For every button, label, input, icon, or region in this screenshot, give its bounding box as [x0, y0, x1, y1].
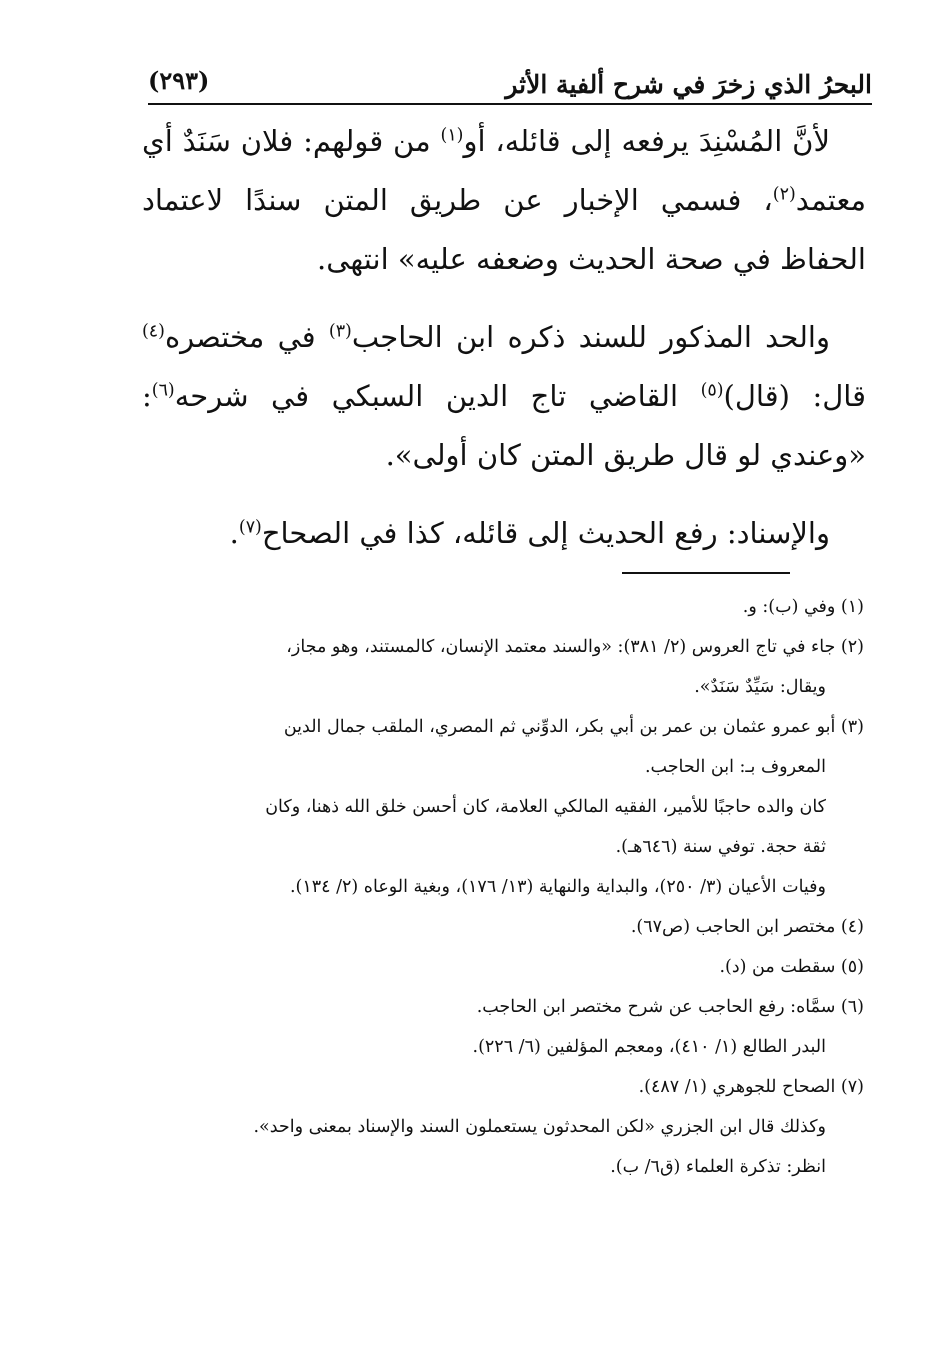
text-run: قال: (قال) — [723, 379, 866, 413]
text-run: من قولهم: فلان سَنَدٌ أي معتمد — [142, 124, 866, 217]
footnote-5: (٥) سقطت من (د). — [719, 957, 864, 977]
header-rule — [148, 103, 872, 105]
footnote-6: (٦) سمَّاه: رفع الحاجب عن شرح مختصر ابن الحاجب. — [476, 997, 864, 1017]
main-text — [142, 112, 866, 563]
paragraph-2 — [142, 308, 866, 485]
paragraph-3 — [142, 504, 866, 563]
text-run: . — [229, 516, 239, 550]
header-title: البحرُ الذي زخرَ في شرح ألفية الأثر — [505, 70, 872, 99]
paragraph-1 — [142, 112, 866, 289]
text-run: في مختصره — [164, 320, 329, 354]
footnote-ref: (٦) — [151, 380, 175, 401]
footnote-4: (٤) مختصر ابن الحاجب (ص٦٧). — [630, 917, 864, 937]
text-run: والإسناد: رفع الحديث إلى قائله، كذا في الصحاح — [261, 516, 830, 550]
footnote-3-cont: المعروف بـ: ابن الحاجب. — [644, 757, 826, 777]
footnote-3-cont: كان والده حاجبًا للأمير، الفقيه المالكي العلامة، كان أحسن خلق الله ذهنا، وكان — [265, 797, 826, 817]
footnote-7-cont: وكذلك قال ابن الجزري «لكن المحدثون يستعملون السند والإسناد بمعنى واحد». — [253, 1117, 826, 1137]
footnote-2: (٢) جاء في تاج العروس (٢/ ٣٨١): «والسند معتمد الإنسان، كالمستند، وهو مجاز، — [286, 637, 864, 657]
footnote-3: (٣) أبو عمرو عثمان بن عمر بن أبي بكر، الدوِّني ثم المصري، الملقب جمال الدين — [283, 717, 864, 737]
footnote-3-cont: وفيات الأعيان (٣/ ٢٥٠)، والبداية والنهاية (١٣/ ١٧٦)، وبغية الوعاه (٢/ ١٣٤). — [289, 877, 826, 897]
footnote-1: (١) وفي (ب): و. — [742, 597, 864, 617]
text-run: : «وعندي لو قال طريق المتن كان أولى». — [142, 379, 866, 472]
footnotes — [152, 587, 864, 1187]
text-run: ، فسمي الإخبار عن طريق المتن سندًا لاعتماد الحفاظ في صحة الحديث وضعفه عليه» انتهى. — [142, 183, 866, 276]
footnote-separator — [622, 572, 790, 574]
footnote-3-cont: ثقة حجة. توفي سنة (٦٤٦هـ). — [615, 837, 826, 857]
footnote-ref: (١) — [440, 125, 464, 146]
footnote-6-cont: البدر الطالع (١/ ٤١٠)، ومعجم المؤلفين (٦/ ٢٢٦). — [472, 1037, 826, 1057]
footnote-ref: (٧) — [238, 517, 262, 538]
footnote-7-cont: انظر: تذكرة العلماء (ق٦/ ب). — [610, 1157, 826, 1177]
footnote-7: (٧) الصحاح للجوهري (١/ ٤٨٧). — [638, 1077, 864, 1097]
footnote-ref: (٤) — [142, 321, 165, 342]
running-header — [148, 60, 872, 100]
text-run: القاضي تاج الدين السبكي في شرحه — [174, 379, 701, 413]
page-number: (٢٩٣) — [148, 66, 210, 95]
footnote-2-cont: ويقال: سَيِّدٌ سَنَدٌ». — [694, 677, 826, 697]
footnote-ref: (٥) — [700, 380, 724, 401]
text-run: لأنَّ المُسْنِدَ يرفعه إلى قائله، أو — [463, 124, 830, 158]
footnote-ref: (٢) — [772, 184, 796, 205]
text-run: والحد المذكور للسند ذكره ابن الحاجب — [351, 320, 830, 354]
footnote-ref: (٣) — [328, 321, 352, 342]
